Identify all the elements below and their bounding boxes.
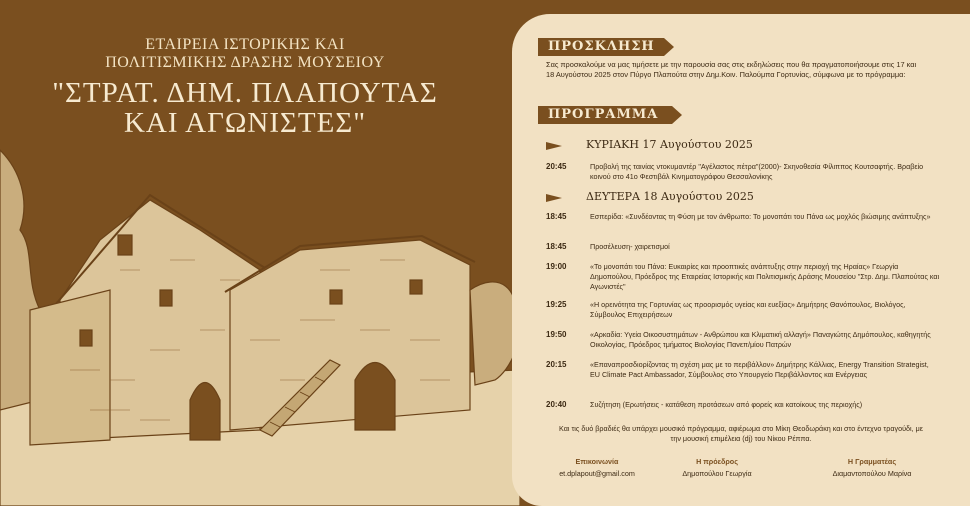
secretary-name: Διαμαντοπούλου Μαρίνα	[832, 469, 912, 478]
item-time: 20:15	[546, 360, 567, 369]
item-time: 19:00	[546, 262, 567, 271]
contact-block	[542, 456, 652, 480]
president-block	[662, 456, 772, 480]
item-text: Εσπερίδα: «Συνδέοντας τη Φύση με τον άνθρωπο: Το μονοπάτι του Πάνα ως μοχλός βιώσιμης ανάπτυξης»	[590, 212, 931, 221]
invitation-text: Σας προσκαλούμε να μας τιμήσετε με την παρουσία σας στις εκδηλώσεις που θα πραγματοποιήσουμε στις 17 και 18 Αυγούστου 2025 στον Πύργο Πλαπούτα στην Δημ.Κοιν. Παλούμπα Γορτυνίας, σύμφωνα με το πρόγραμμα:	[546, 60, 917, 79]
day-label: ΚΥΡΙΑΚΗ 17 Αυγούστου 2025	[586, 138, 753, 151]
contact-role: Επικοινωνία	[575, 457, 619, 466]
president-role: Η πρόεδρος	[696, 457, 738, 466]
item-text: «Η ορεινότητα της Γορτυνίας ως προορισμός υγείας και ευεξίας» Δημήτρης Θανόπουλος, Βιολόγος, Σύμβουλος Επιχειρήσεων	[590, 300, 906, 319]
title-line-1: "ΣΤΡΑΤ. ΔΗΜ. ΠΛΑΠΟΥΤΑΣ	[52, 77, 438, 109]
day-label: ΔΕΥΤΕΡΑ 18 Αυγούστου 2025	[586, 190, 754, 203]
item-time: 18:45	[546, 242, 567, 251]
item-text: Προσέλευση- χαιρετισμοί	[590, 242, 670, 251]
invitation-heading: ΠΡΟΣΚΛΗΣΗ	[538, 38, 664, 56]
contact-email[interactable]: et.dplapout@gmail.com	[559, 469, 635, 478]
item-time: 18:45	[546, 212, 567, 221]
title-line-2: ΚΑΙ ΑΓΩΝΙΣΤΕΣ"	[123, 107, 367, 139]
item-text: Συζήτηση (Ερωτήσεις - κατάθεση προτάσεων από φορείς και κατοίκους της περιοχής)	[590, 400, 863, 409]
program-panel	[512, 14, 970, 506]
tower-illustration	[0, 140, 520, 506]
item-text: «Αρκαδία: Υγεία Οικοσυστημάτων - Ανθρώπου και Κλιματική αλλαγή» Παναγιώτης Δημόπουλος, καθηγητής Οικολογίας, Πρόεδρος τμήματος Βιολογίας Πανεπ/μίου Πατρών	[590, 330, 931, 349]
arrow-icon	[546, 194, 562, 202]
program-heading: ΠΡΟΓΡΑΜΜΑ	[538, 106, 672, 124]
item-text: «Το μονοπάτι του Πάνα: Ευκαιρίες και προοπτικές ανάπτυξης στην περιοχή της Ηραίας» Γεωργία Δημοπούλου, Πρόεδρος της Εταιρείας Ιστορικής και Πολιτισμικής Δράσης Μουσείου "Στρ. Δημ. Πλαπούτας και Αγωνιστές"	[590, 262, 940, 291]
org-line-1: ΕΤΑΙΡΕΙΑ ΙΣΤΟΡΙΚΗΣ ΚΑΙ	[145, 36, 345, 53]
secretary-block	[812, 456, 932, 480]
item-time: 20:40	[546, 400, 567, 409]
secretary-role: Η Γραμματέας	[847, 457, 897, 466]
arrow-icon	[546, 142, 562, 150]
item-time: 19:50	[546, 330, 567, 339]
event-title	[25, 78, 465, 138]
item-text: «Επαναπροσδιορίζοντας τη σχέση μας με το περιβάλλον» Δημήτρης Κάλλιας, Energy Transition Strategist, EU Climate Pact Ambassador, Σύμβουλος στο Υπουργείο Περιβάλλοντος και Ενέργειας	[590, 360, 929, 379]
music-note: Και τις δυό βραδιές θα υπάρχει μουσικό πρόγραμμα, αφιέρωμα στο Μίκη Θεοδωράκη και στο έντεχνο τραγούδι, με την μουσική επιμέλεια (dj) του Νίκου Ρέππα.	[559, 424, 923, 443]
item-text: Προβολή της ταινίας ντοκυμαντέρ "Αγέλαστος πέτρα"(2000)- Σκηνοθεσία Φίλιππος Κουτσαφτής. Βραβείο κοινού στο 41ο Φεστιβάλ Κινηματογράφου Θεσσαλονίκης	[590, 162, 924, 181]
item-time: 20:45	[546, 162, 567, 171]
item-time: 19:25	[546, 300, 567, 309]
org-line-2: ΠΟΛΙΤΙΣΜΙΚΗΣ ΔΡΑΣΗΣ ΜΟΥΣΕΙΟΥ	[105, 54, 385, 71]
president-name: Δημοπούλου Γεωργία	[682, 469, 752, 478]
organization-name	[80, 36, 410, 72]
